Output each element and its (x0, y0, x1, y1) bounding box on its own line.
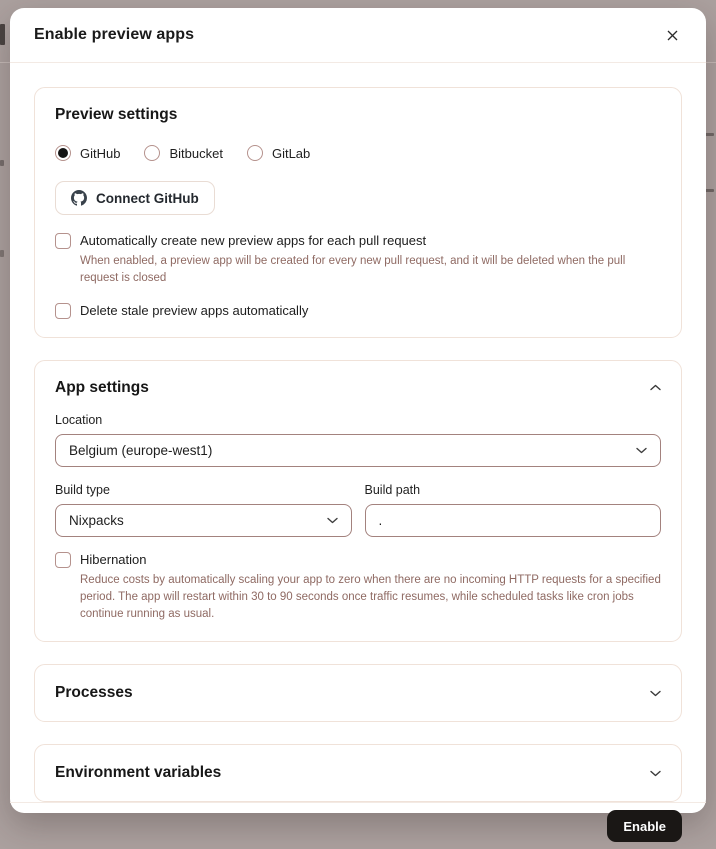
chevron-down-icon (636, 447, 647, 454)
background-text-fragment (705, 133, 714, 136)
environment-variables-expand-button[interactable] (650, 770, 661, 777)
processes-title: Processes (55, 684, 133, 702)
background-text-fragment (0, 160, 4, 166)
build-type-select-value: Nixpacks (69, 512, 124, 528)
delete-stale-apps-label: Delete stale preview apps automatically (80, 302, 309, 318)
processes-section[interactable] (34, 664, 682, 722)
radio-gitlab-label: GitLab (271, 145, 311, 161)
environment-variables-section[interactable] (34, 744, 682, 802)
dialog-header (10, 8, 706, 63)
preview-settings-title: Preview settings (55, 106, 178, 123)
radio-gitlab[interactable] (247, 145, 310, 161)
build-type-label: Build type (55, 482, 110, 497)
location-select-value: Belgium (europe-west1) (69, 442, 213, 458)
radio-bitbucket-control[interactable] (144, 145, 160, 161)
auto-create-preview-apps-label: Automatically create new preview apps for each pull request (80, 233, 427, 248)
radio-gitlab-control[interactable] (247, 145, 263, 161)
radio-github[interactable] (55, 145, 120, 161)
build-type-select[interactable] (55, 504, 352, 537)
background-text-fragment (0, 24, 5, 45)
hibernation-checkbox[interactable] (55, 552, 71, 568)
connect-github-button[interactable] (55, 181, 215, 215)
connect-github-label: Connect GitHub (96, 190, 199, 206)
chevron-down-icon (650, 770, 661, 777)
build-path-input[interactable] (365, 504, 662, 537)
github-icon (71, 190, 87, 206)
chevron-down-icon (650, 690, 661, 697)
background-text-fragment (705, 189, 714, 192)
delete-stale-apps-row (55, 303, 661, 319)
git-provider-radio-group (55, 145, 661, 161)
auto-create-preview-apps-description: When enabled, a preview app will be created for every new pull request, and it will be deleted when the pull request is closed (80, 255, 626, 285)
hibernation-row (55, 552, 661, 624)
location-select[interactable] (55, 434, 661, 467)
app-settings-title: App settings (55, 378, 149, 396)
delete-stale-apps-checkbox[interactable] (55, 303, 71, 319)
enable-button[interactable]: Enable (607, 810, 682, 842)
processes-expand-button[interactable] (650, 690, 661, 697)
chevron-up-icon (650, 384, 661, 391)
hibernation-description: Reduce costs by automatically scaling your app to zero when there are no incoming HTTP requests for a specified period. The app will restart within 30 to 90 seconds once traffic resumes, while scheduled tasks like cron jobs continue running as usual. (80, 573, 661, 620)
environment-variables-title: Environment variables (55, 764, 222, 782)
auto-create-preview-apps-checkbox[interactable] (55, 233, 71, 249)
hibernation-label: Hibernation (80, 551, 147, 567)
dialog-content (10, 63, 706, 802)
close-button[interactable] (662, 25, 682, 45)
chevron-down-icon (327, 517, 338, 524)
preview-settings-section (34, 87, 682, 338)
radio-github-label: GitHub (80, 145, 121, 161)
radio-bitbucket-label: Bitbucket (169, 145, 223, 161)
enable-preview-apps-dialog (10, 8, 706, 834)
location-label: Location (55, 412, 103, 427)
radio-bitbucket[interactable] (144, 145, 222, 161)
dialog-footer (10, 802, 706, 849)
close-icon (667, 30, 678, 41)
radio-github-control[interactable] (55, 145, 71, 161)
app-settings-collapse-button[interactable] (650, 384, 661, 391)
auto-create-preview-apps-row (55, 233, 661, 288)
build-path-label: Build path (364, 482, 421, 497)
app-settings-section (34, 360, 682, 643)
background-text-fragment (0, 250, 4, 257)
dialog-title: Enable preview apps (34, 26, 195, 43)
